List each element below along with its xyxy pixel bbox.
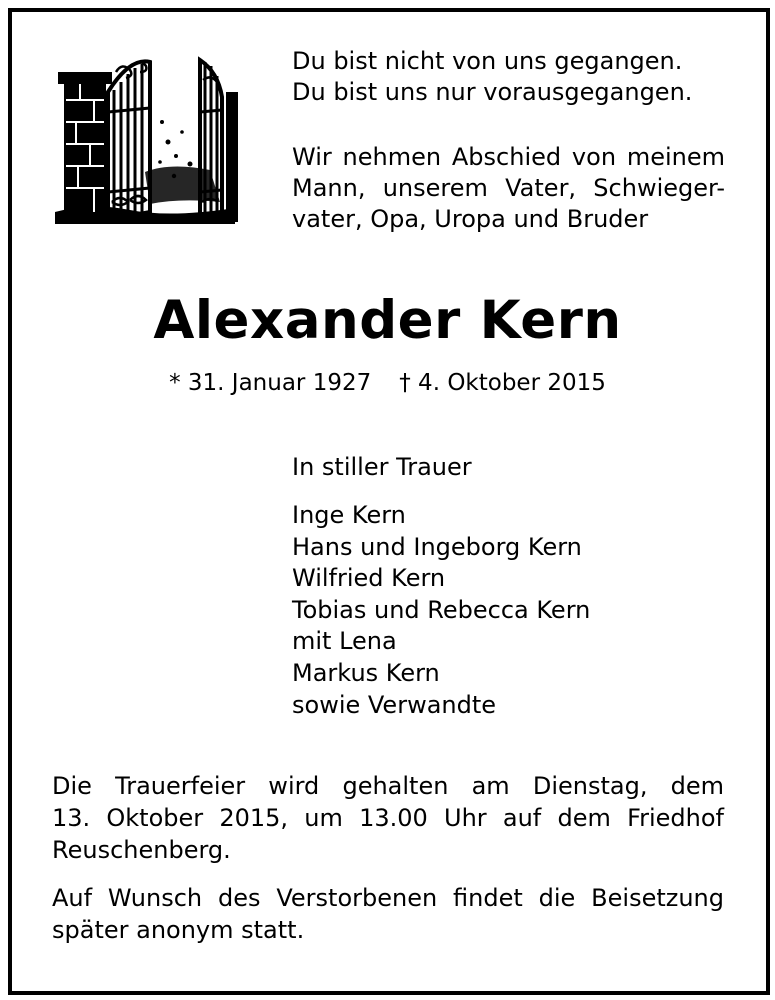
- birth-date: * 31. Januar 1927: [169, 370, 372, 396]
- deceased-name: Alexander Kern: [153, 290, 622, 351]
- farewell-line: Wir nehmen Abschied von meinem: [292, 143, 725, 171]
- mourner: Tobias und Rebecca Kern: [292, 595, 591, 624]
- ceremony-line: Die Trauerfeier wird gehalten am Dienstag, dem: [52, 772, 724, 800]
- funeral-ceremony-notice: [52, 770, 724, 866]
- ceremony-line: Reuschenberg.: [52, 836, 231, 864]
- mourner-list: [292, 500, 590, 721]
- mourner: Inge Kern: [292, 501, 406, 529]
- mourner: Markus Kern: [292, 658, 440, 687]
- ceremony-line: 13. Oktober 2015, um 13.00 Uhr auf dem Friedhof: [52, 804, 724, 832]
- burial-notice: [52, 882, 724, 946]
- mourner: Wilfried Kern: [292, 564, 446, 593]
- mourner: sowie Verwandte: [292, 690, 497, 719]
- burial-line: Auf Wunsch des Verstorbenen findet die Beisetzung: [52, 884, 724, 912]
- verse-line: Du bist uns nur vorausgegangen.: [292, 78, 693, 106]
- death-date: † 4. Oktober 2015: [399, 370, 606, 396]
- open-cemetery-gate-icon: [50, 52, 240, 227]
- mourning-intro: In stiller Trauer: [292, 453, 472, 481]
- farewell-line: Mann, unserem Vater, Schwieger-: [292, 174, 725, 202]
- farewell-line: vater, Opa, Uropa und Bruder: [292, 205, 649, 233]
- verse-line: Du bist nicht von uns gegangen.: [292, 47, 683, 75]
- mourner: mit Lena: [292, 627, 397, 656]
- burial-line: später anonym statt.: [52, 916, 305, 944]
- verse: [292, 46, 692, 108]
- life-dates: [0, 368, 775, 398]
- farewell-text: [292, 142, 725, 235]
- mourner: Hans und Ingeborg Kern: [292, 532, 582, 561]
